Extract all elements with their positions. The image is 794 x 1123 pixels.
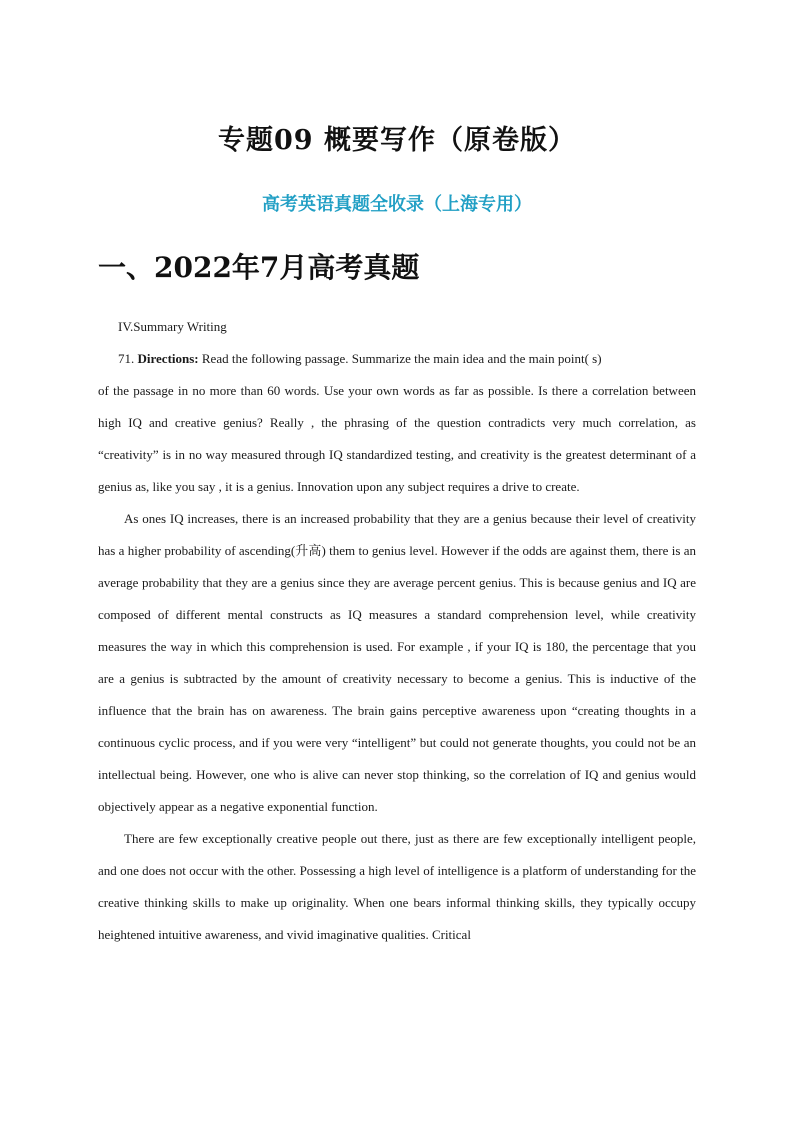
directions-line [98,343,696,375]
passage-paragraph-1: of the passage in no more than 60 words. Use your own words as far as possible. Is there a correlation between high IQ and creative genius? Really , the phrasing of the question contradicts very much correlation, as “creativity” is in no way measured through IQ standardized testing, and creativity is the greatest determinant of a genius as, like you say , it is a genius. Innovation upon any subject requires a drive to create. [98,383,696,494]
passage-paragraph-2: As ones IQ increases, there is an increased probability that they are a genius because their level of creativity has a higher probability of ascending(升高) them to genius level. However if the odds are against them, there is an average probability that they are a genius since they are average percent genius. This is because genius and IQ are composed of different mental constructs as IQ measures a standard comprehension level, while creativity measures the way in which this comprehension is used. For example , if your IQ is 180, the percentage that you are a genius is subtracted by the amount of creativity necessary to become a genius. This is inductive of the influence that the brain has on awareness. The brain gains perceptive awareness upon “creating thoughts in a continuous cyclic process, and if you were very “intelligent” but could not generate thoughts, you could not be an intellectual being. However, one who is alive can never stop thinking, so the correlation of IQ and genius would objectively appear as a negative exponential function. [98,511,696,814]
section-heading: 一、2022年7月高考真题 [98,251,420,284]
part-label: IV.Summary Writing [118,319,227,334]
passage-paragraph-3: There are few exceptionally creative people out there, just as there are few exceptionally intelligent people, and one does not occur with the other. Possessing a high level of intelligence is a platform of understanding for the creative thinking skills to make up originality. When one bears informal thinking skills, they typically occupy heightened intuitive awareness, and vivid imaginative qualities. Critical [98,831,696,942]
directions-label: Directions: [137,351,199,366]
directions-text: Read the following passage. Summarize the main idea and the main point( s) [198,351,602,366]
passage-body [98,311,696,951]
page-subtitle: 高考英语真题全收录（上海专用） [262,194,532,215]
question-number: 71. [118,351,138,366]
page-title: 专题09 概要写作（原卷版） [218,125,576,156]
